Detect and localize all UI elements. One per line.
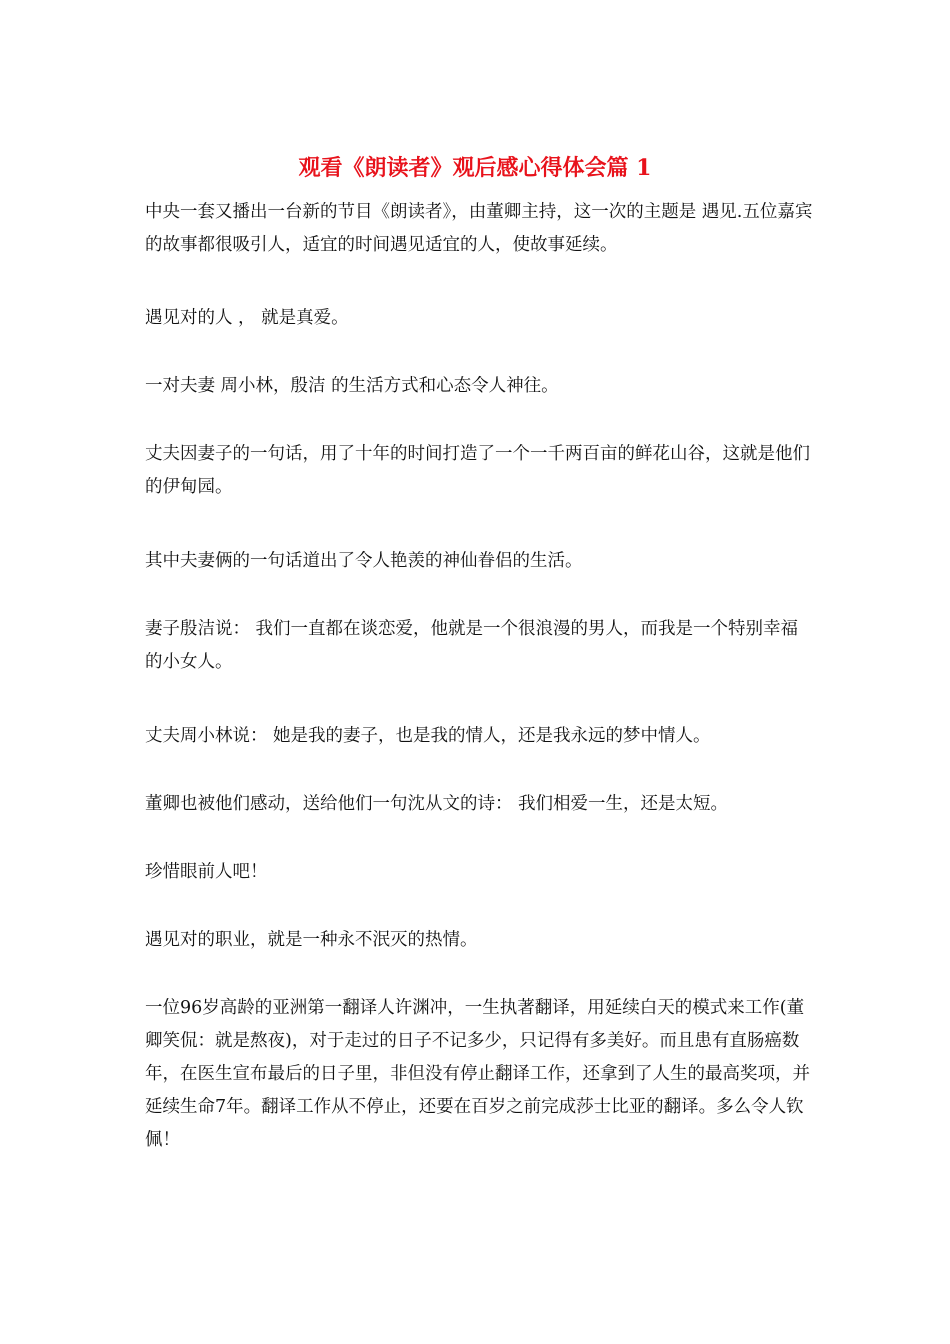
paragraph-husband-valley: 丈夫因妻子的一句话，用了十年的时间打造了一个一千两百亩的鲜花山谷，这就是他们的伊甸园。	[145, 444, 810, 497]
document-title: 观看《朗读者》观后感心得体会篇 1	[298, 155, 652, 181]
paragraph-dong-qing-poem: 董卿也被他们感动，送给他们一句沈从文的诗： 我们相爱一生，还是太短。	[145, 794, 729, 814]
paragraph-meet-right-person: 遇见对的人 ， 就是真爱。	[145, 308, 349, 328]
paragraph-husband-says: 丈夫周小林说： 她是我的妻子，也是我的情人，还是我永远的梦中情人。	[145, 726, 711, 746]
paragraph-wife-says: 妻子殷洁说： 我们一直都在谈恋爱，他就是一个很浪漫的男人，而我是一个特别幸福的小女人。	[145, 619, 799, 672]
paragraph-meet-right-career: 遇见对的职业，就是一种永不泯灭的热情。	[145, 930, 478, 950]
paragraph-cherish: 珍惜眼前人吧！	[145, 862, 268, 882]
paragraph-intro: 中央一套又播出一台新的节目《朗读者》，由董卿主持，这一次的主题是 遇见.五位嘉宾的故事都很吸引人，适宜的时间遇见适宜的人，使故事延续。	[145, 202, 813, 255]
paragraph-couple: 一对夫妻 周小林，殷洁 的生活方式和心态令人神往。	[145, 376, 559, 396]
paragraph-couple-words: 其中夫妻俩的一句话道出了令人艳羡的神仙眷侣的生活。	[145, 551, 583, 571]
paragraph-translator: 一位96岁高龄的亚洲第一翻译人许渊冲，一生执著翻译，用延续白天的模式来工作(董卿笑侃：就是熬夜)，对于走过的日子不记多少，只记得有多美好。而且患有直肠癌数年，在医生宣布最后的日子里，非但没有停止翻译工作，还拿到了人生的最高奖项，并延续生命7年。翻译工作从不停止，还要在百岁之前完成莎士比亚的翻译。多么令人钦佩！	[145, 998, 810, 1150]
